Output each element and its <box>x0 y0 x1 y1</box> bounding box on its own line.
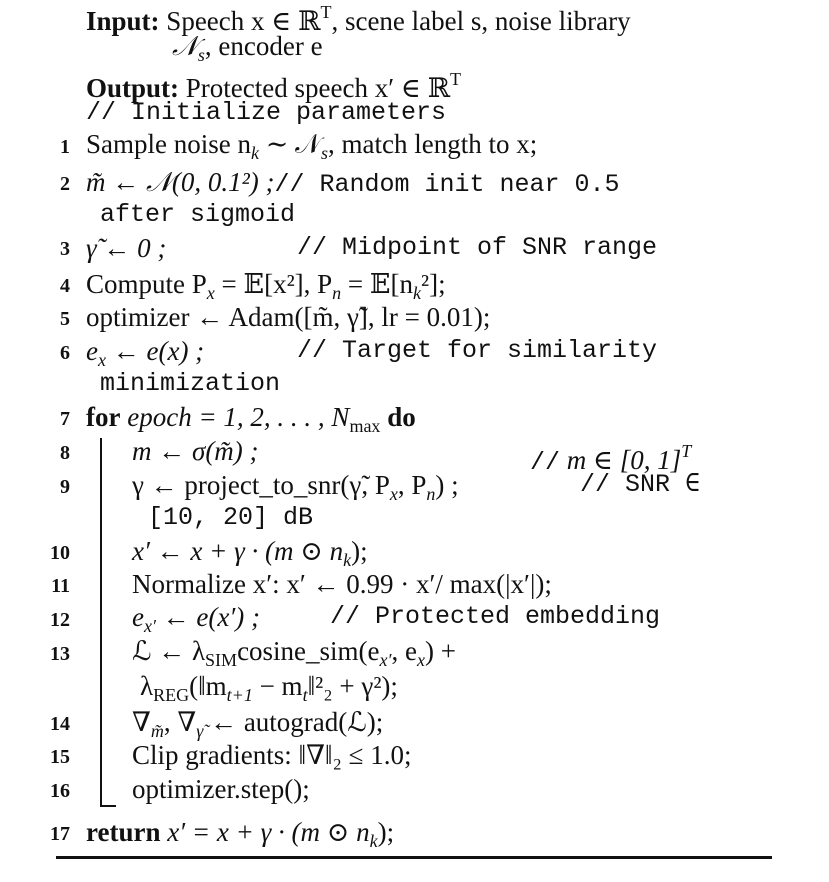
line-number: 10 <box>50 542 70 564</box>
line-2: m̃ ← 𝒩(0, 0.1²) ;// Random init near 0.5 <box>86 167 620 199</box>
line-1: Sample noise $n_k$ ∼ 𝒩$_s$, match length to x; <box>86 129 538 163</box>
line-13-cont: $\lambda_{REG}(‖m_{t+1}$ − $m_t‖^2_2 + \gamma^2$); <box>140 671 398 705</box>
input-line <box>86 0 631 37</box>
line-number: 15 <box>50 746 70 768</box>
line-13: ℒ ← $\lambda_{SIM}cosine\_sim(e_{x'}$, $e_x$) + <box>132 636 456 670</box>
bottom-rule <box>56 856 772 859</box>
line-number: 9 <box>60 476 70 498</box>
input-text: Speech x ∈ ℝ <box>166 6 321 36</box>
comment: // Target for similarity <box>297 336 658 365</box>
line-2-cont: after sigmoid <box>100 200 296 229</box>
input-line-2: 𝒩$_s$, encoder e <box>172 31 323 65</box>
init-comment: // Initialize parameters <box>86 98 447 127</box>
comment: // Midpoint of SNR range <box>297 233 658 262</box>
line-12: $e_{x'}$ ← e(x′) ; <box>132 602 261 636</box>
line-10: x′ ← x + γ · (m ⊙ $n_k$); <box>132 536 368 570</box>
line-number: 12 <box>50 609 70 631</box>
loop-bracket <box>100 438 102 806</box>
loop-bracket-end <box>100 805 116 807</box>
line-number: 1 <box>60 136 70 158</box>
line-6-cont: minimization <box>100 369 281 398</box>
comment: // Random init near 0.5 <box>274 170 620 199</box>
comment: // Protected embedding <box>330 602 661 631</box>
line-number: 6 <box>60 342 70 364</box>
line-6: $e_x$ ← e(x) ; <box>86 336 205 370</box>
comment: // m ∈ [0, 1]$^T$ <box>530 441 692 477</box>
line-number: 13 <box>50 643 70 665</box>
line-5: optimizer ← Adam([m̃, γ̃], lr = 0.01); <box>86 302 491 332</box>
output-line: Output: Protected speech x′ ∈ ℝ$^T$ <box>86 69 462 103</box>
line-7: for epoch = 1, 2, . . . , $N_{max}$ do <box>86 402 416 436</box>
line-17: return x′ = x + γ · (m ⊙ $n_k$); <box>86 817 395 851</box>
input-rest: , scene label s, noise library <box>331 6 631 36</box>
input-label: Input: <box>86 6 160 36</box>
line-number: 17 <box>50 823 70 845</box>
line-9-cont: [10, 20] dB <box>148 503 314 532</box>
line-number: 7 <box>60 408 70 430</box>
line-number: 14 <box>50 713 70 735</box>
line-number: 11 <box>51 575 70 597</box>
line-number: 5 <box>60 308 70 330</box>
line-4: Compute $P_x$ = 𝔼[x²], $P_n$ = $𝔼[n_k^2]$; <box>86 269 446 303</box>
line-11: Normalize x′: x′ ← 0.99 · x′/ max(|x′|); <box>132 569 552 599</box>
input-sup: T <box>320 2 332 22</box>
line-number: 2 <box>60 173 70 195</box>
line-number: 4 <box>60 275 70 297</box>
comment: // SNR ∈ <box>580 470 701 499</box>
line-8: m ← σ(m̃) ; <box>132 436 259 466</box>
line-9: γ ← project_to_snr(γ̃, $P_x$, $P_n$) ; <box>132 470 459 504</box>
line-number: 16 <box>50 780 70 802</box>
line-14: $\nabla_{m̃}$, $\nabla_{\gammã}$ ← autograd(ℒ); <box>132 707 384 741</box>
output-label: Output: <box>86 73 180 103</box>
line-number: 8 <box>60 442 70 464</box>
line-15: Clip gradients: ‖∇‖₂ ≤ 1.0; <box>132 740 412 770</box>
line-3: γ̃ ← 0 ; <box>86 233 167 263</box>
line-number: 3 <box>60 238 70 260</box>
line-16: optimizer.step(); <box>132 774 310 804</box>
